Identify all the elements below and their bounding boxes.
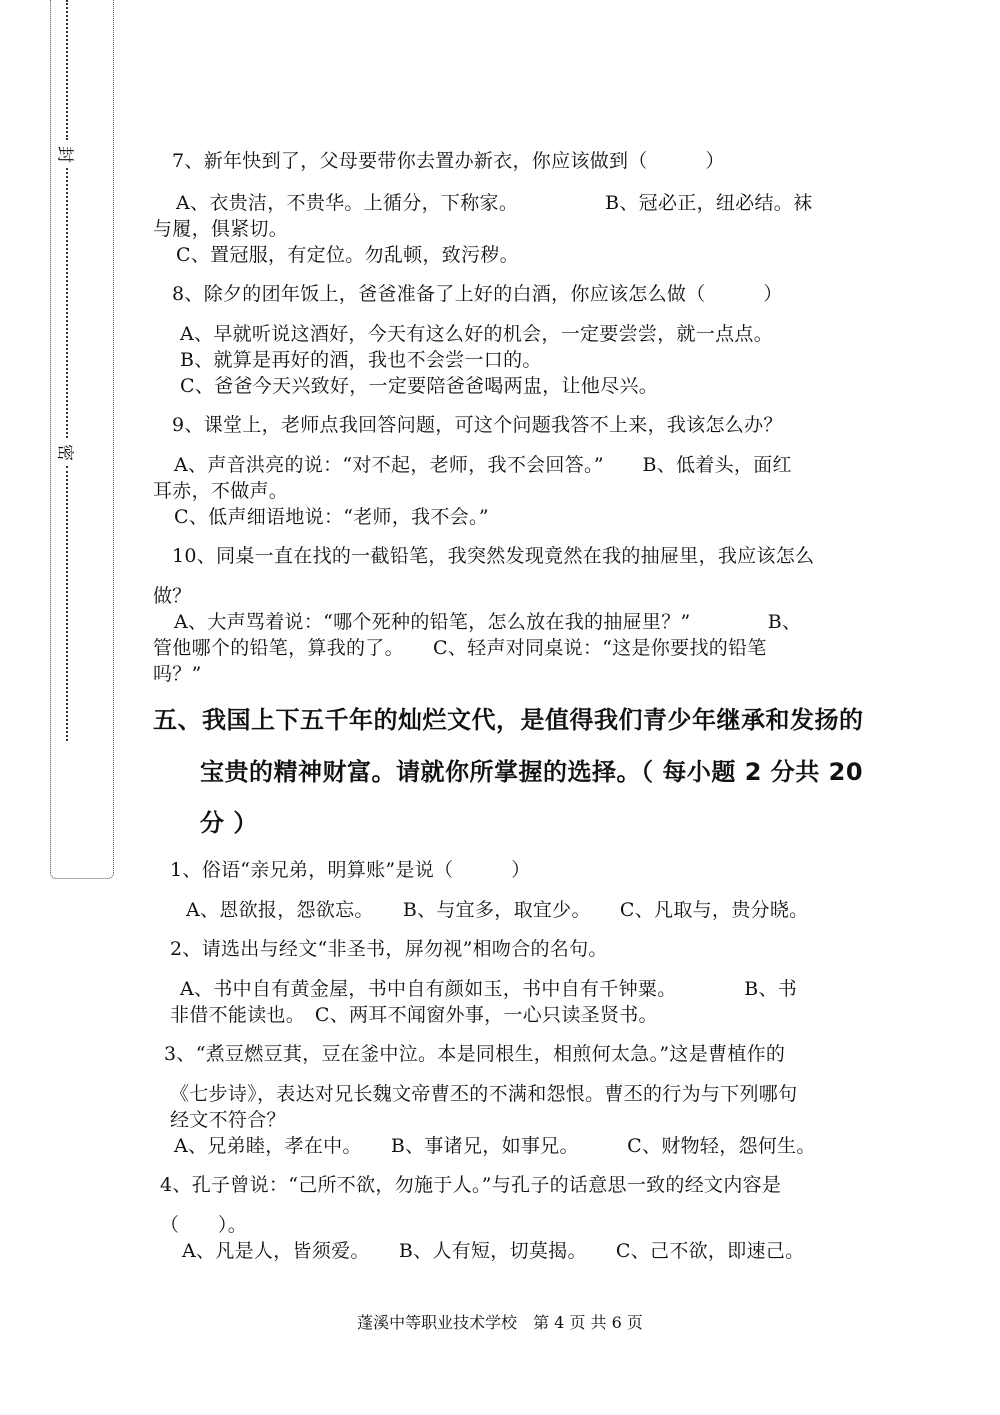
question-7-option-line: 与履，俱紧切。 (153, 218, 289, 240)
page-footer: 蓬溪中等职业技术学校 第 4 页 共 6 页 (357, 1313, 643, 1332)
binding-margin (50, 0, 114, 879)
question-9-option-line: C、低声细语地说：“老师，我不会。” (174, 506, 489, 528)
section-heading: 分 ） (200, 809, 258, 837)
question-8-option-line: A、早就听说这酒好，今天有这么好的机会，一定要尝尝，就一点点。 (180, 323, 774, 345)
section5-question-3-stem: 经文不符合？ (170, 1109, 286, 1131)
seal-line (66, 466, 68, 741)
question-8-option-line: C、爸爸今天兴致好，一定要陪爸爸喝两盅，让他尽兴。 (180, 375, 659, 397)
question-9-option-line: A、声音洪亮的说：“对不起，老师，我不会回答。” B、低着头，面红 (174, 454, 792, 476)
section5-question-2-option-line: A、书中自有黄金屋，书中自有颜如玉，书中自有千钟粟。 B、书 (180, 978, 798, 1000)
section-heading: 五、我国上下五千年的灿烂文代，是值得我们青少年继承和发扬的 (153, 706, 864, 734)
question-8-option-line: B、就算是再好的酒，我也不会尝一口的。 (180, 349, 542, 371)
seal-line (66, 0, 68, 140)
question-7-option-line: C、置冠服，有定位。勿乱顿，致污秽。 (176, 244, 519, 266)
question-10-option-line: A、大声骂着说：“哪个死种的铅笔，怎么放在我的抽屉里？” B、 (174, 611, 802, 633)
section5-question-4-stem: 4、孔子曾说：“己所不欲，勿施于人。”与孔子的话意思一致的经文内容是 (160, 1174, 782, 1196)
seal-char-top: 封 (55, 146, 80, 164)
section5-question-2-stem: 2、请选出与经文“非圣书，屏勿视”相吻合的名句。 (170, 938, 608, 960)
section5-question-3-stem: 《七步诗》，表达对兄长魏文帝曹丕的不满和怨恨。曹丕的行为与下列哪句 (170, 1083, 798, 1105)
question-9-option-line: 耳赤，不做声。 (153, 480, 289, 502)
question-10-option-line: 管他哪个的铅笔，算我的了。 C、轻声对同桌说：“这是你要找的铅笔 (153, 637, 767, 659)
seal-line (66, 168, 68, 438)
seal-char-mid: 密 (55, 444, 80, 462)
question-9-stem: 9、课堂上，老师点我回答问题，可这个问题我答不上来，我该怎么办？ (172, 414, 783, 436)
section5-question-3-stem: 3、“煮豆燃豆萁，豆在釜中泣。本是同根生，相煎何太急。”这是曹植作的 (164, 1043, 786, 1065)
question-10-option-line: 吗？” (153, 663, 202, 685)
question-8-stem: 8、除夕的团年饭上，爸爸准备了上好的白酒，你应该怎么做（ ） (172, 283, 783, 305)
section-heading: 宝贵的精神财富。请就你所掌握的选择。（ 每小题 2 分共 20 (200, 758, 864, 786)
question-10-stem: 10、同桌一直在找的一截铅笔，我突然发现竟然在我的抽屉里，我应该怎么 (172, 545, 815, 567)
section5-question-1-options: A、恩欲报，怨欲忘。 B、与宜多，取宜少。 C、凡取与，贵分晓。 (186, 899, 809, 921)
section5-question-4-options: A、凡是人，皆须爱。 B、人有短，切莫揭。 C、己不欲，即速己。 (182, 1240, 805, 1262)
question-7-stem: 7、新年快到了，父母要带你去置办新衣，你应该做到（ ） (172, 150, 725, 172)
question-10-stem: 做？ (153, 585, 192, 607)
section5-question-2-option-line: 非借不能读也。 C、两耳不闻窗外事，一心只读圣贤书。 (170, 1004, 658, 1026)
question-7-option-line: A、衣贵洁，不贵华。上循分，下称家。 B、冠必正，纽必结。袜 (176, 192, 813, 214)
section5-question-3-options: A、兄弟睦，孝在中。 B、事诸兄，如事兄。 C、财物轻，怨何生。 (174, 1135, 816, 1157)
section5-question-1-stem: 1、俗语“亲兄弟，明算账”是说（ ） (170, 859, 531, 881)
section5-question-4-stem: （ ）。 (160, 1214, 248, 1236)
